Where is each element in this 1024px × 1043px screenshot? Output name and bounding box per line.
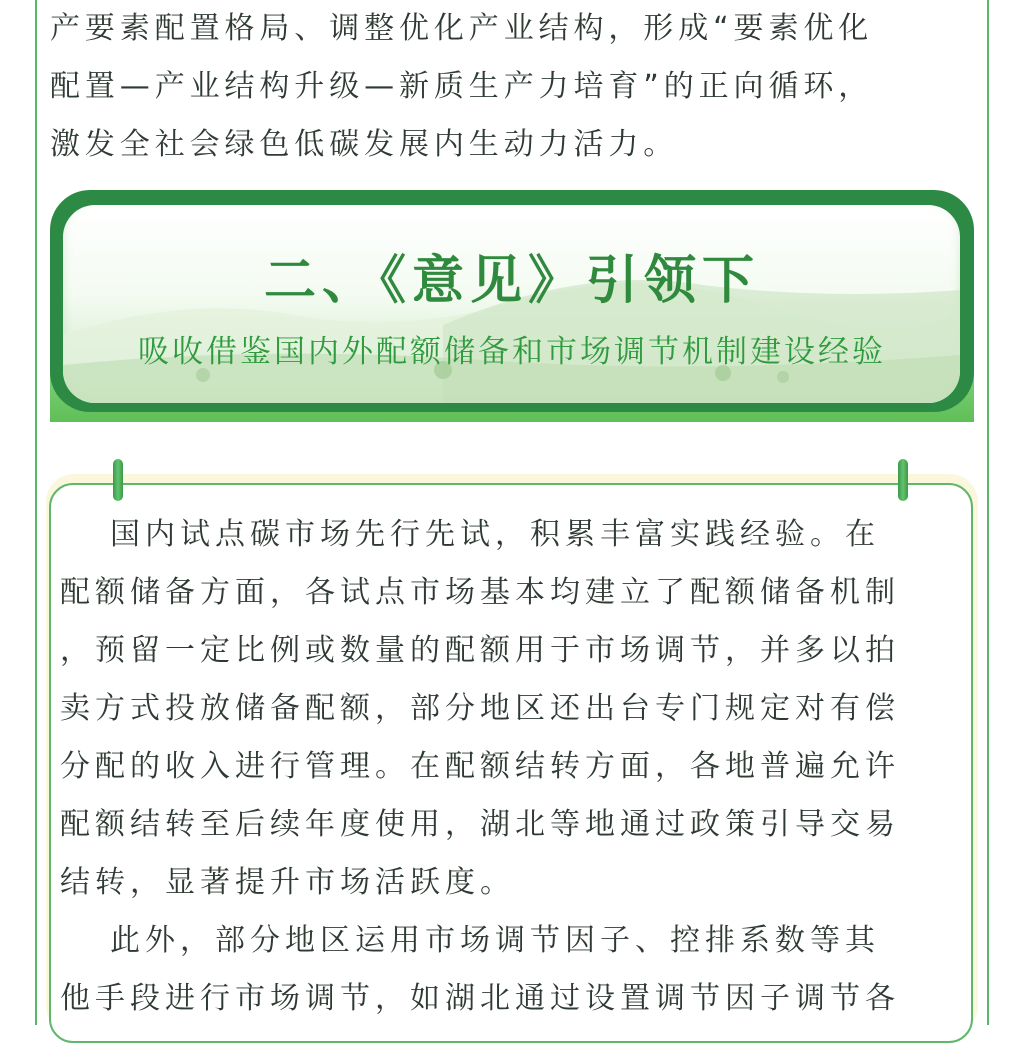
text-line: ，预留一定比例或数量的配额用于市场调节，并多以拍	[60, 633, 900, 668]
intro-line: 激发全社会绿色低碳发展内生动力活力。	[50, 127, 679, 162]
intro-text	[50, 0, 980, 174]
paragraph	[60, 506, 970, 912]
text-line: 此外，部分地区运用市场调节因子、控排系数等其	[110, 923, 880, 958]
intro-line: 配置—产业结构升级—新质生产力培育”的正向循环，	[50, 69, 874, 104]
paragraph	[60, 912, 970, 1028]
text-line: 配额结转至后续年度使用，湖北等地通过政策引导交易	[60, 807, 900, 842]
section-subtitle: 吸收借鉴国内外配额储备和市场调节机制建设经验	[138, 334, 886, 370]
text-line: 结转，显著提升市场活跃度。	[60, 865, 515, 900]
text-line: 国内试点碳市场先行先试，积累丰富实践经验。在	[110, 517, 880, 552]
intro-line: 产要素配置格局、调整优化产业结构，形成“要素优化	[50, 11, 874, 46]
text-line: 分配的收入进行管理。在配额结转方面，各地普遍允许	[60, 749, 900, 784]
binder-ring-left	[113, 459, 123, 501]
binder-ring-right	[898, 459, 908, 501]
card-body-text	[60, 506, 970, 1028]
section-title: 二、《意见》引领下	[263, 251, 760, 311]
text-line: 他手段进行市场调节，如湖北通过设置调节因子调节各	[60, 981, 900, 1016]
right-frame-line	[987, 0, 989, 1025]
text-line: 卖方式投放储备配额，部分地区还出台专门规定对有偿	[60, 691, 900, 726]
text-line: 配额储备方面，各试点市场基本均建立了配额储备机制	[60, 575, 900, 610]
left-frame-line	[35, 0, 37, 1025]
